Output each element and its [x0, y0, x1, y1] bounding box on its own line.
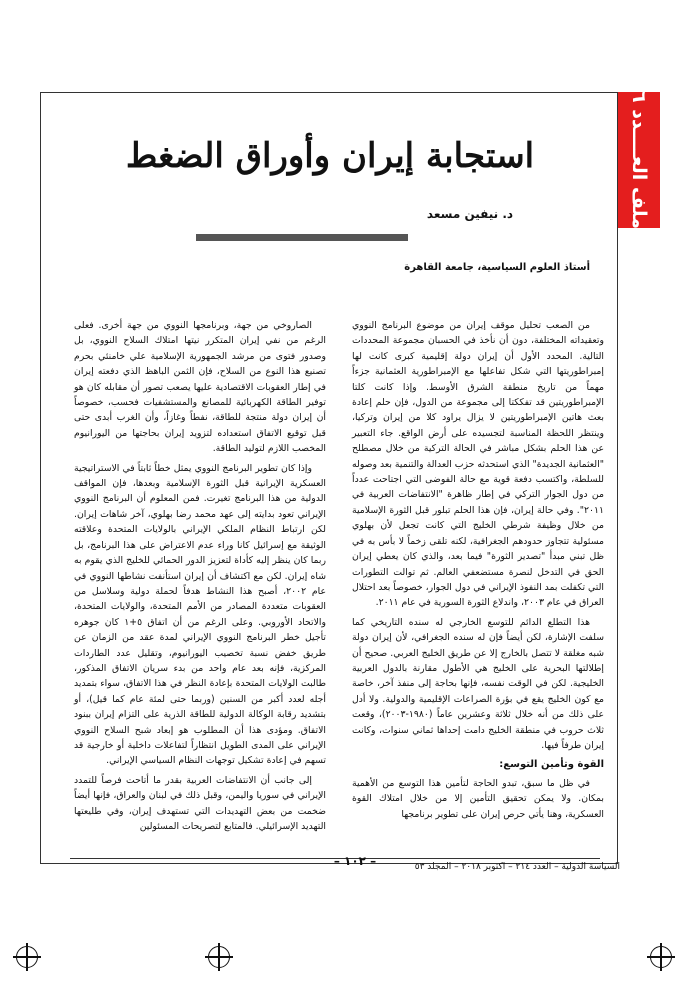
- article-title: استجابة إيران وأوراق الضغط: [125, 136, 535, 176]
- page-number: – ١٠٢ –: [333, 854, 377, 868]
- paragraph: الصاروخي من جهة، وبرنامجها النووي من جهة أخرى. فعلى الرغم من نفي إيران المتكرر نيتها امتلاك السلاح النووي، بل وصدور فتوى من مرشد الجمهورية الإسلامية علي خامنئي بحرم تصنيع هذا النوع من السلاح، فإن الثمن الباهظ الذي دفعته إيران في إطار العقوبات الاقتصادية عليها يصعب تصور أن مقابله كان هو توفير الطاقة الكهربائية للمصانع والمستشفيات فحسب، خصوصاً أن إيران دولة منتجة للطاقة، نفطاً وغازاً، وأن الغرب أبدى حتى قبل توقيع الاتفاق استعداده لتزويد إيران بحاجتها من اليورانيوم المخصب اللازم لتوليد الطاقة.: [74, 320, 326, 455]
- registration-mark-icon: [650, 946, 672, 968]
- author-affiliation: أستاذ العلوم السياسية، جامعة القاهرة: [404, 262, 590, 273]
- body-column-left: [74, 318, 326, 838]
- registration-mark-icon: [16, 946, 38, 968]
- section-tab-label: ملف العــــدد ٦: [628, 90, 650, 230]
- footer-journal-info: السياسة الدولية – العدد ٢١٤ – اكتوبر ٢٠١٨ – المجلد ٥٣: [414, 862, 620, 872]
- paragraph: إلى جانب أن الانتفاضات العربية بقدر ما أتاحت فرصاً للتمدد الإيراني في سوريا واليمن، وقبل ذلك في لبنان والعراق، فإنها أيضاً ضخمت من بعض التهديدات التي تستهدف إيران، وفي طليعتها التهديد الإسرائيلي. فالمتابع لتصريحات المسئولين: [74, 774, 326, 832]
- body-column-right: [352, 318, 604, 826]
- author-underline-bar: [196, 234, 408, 241]
- paragraph: من الصعب تحليل موقف إيران من موضوع البرنامج النووي وتعقيداته المختلفة، دون أن نأخذ في الحسبان مجموعة المحددات التالية. المحدد الأول أن إيران دولة إقليمية كبرى كانت لها إمبراطوريتها التي شكل تفاعلها مع الإمبراطورية العثمانية جزءاً مهماً من تاريخ منطقة الشرق الأوسط. وإذا كانت كلتا الإمبراطوريتين قد تفككتا إلى مجموعة من الدول، فإن حلم إعادة بعث هاتين الإمبراطوريتين لا يزال يراود كلا من إيران وتركيا، وينتظر اللحظة المناسبة لتجسيده على أرض الواقع. جاء التعبير عن هذا الحلم بشكل مباشر في الحالة التركية من خلال مصطلح "العثمانية الجديدة" الذي استحدثه حزب العدالة والتنمية بعد وصوله للسلطة، واكتسب دفعة قوية مع حالة الفوضى التي اجتاحت عدداً من دول الجوار التركي في إطار ظاهرة "الانتفاضات العربية في ٢٠١١". وفي حالة إيران، فإن هذا الحلم تبلور قبل الثورة الإسلامية من خلال وظيفة شرطي الخليج التي كانت تجعل لأن بهلوي مسئولية تتجاوز حدودهم الجغرافية، لكنه تلقى زخماً لا بأس به في ظل تبني مبدأ "تصدير الثورة" فيما بعد، والذي كان يعطي إيران الحق في التدخل لنصرة مستضعفي العالم. ثم توالت التطورات التي تكفلت بمد النفوذ الإيراني في دول الجوار، خصوصاً بعد احتلال العراق في عام ٢٠٠٣، واندلاع الثورة السورية في عام ٢٠١١.: [352, 320, 604, 609]
- registration-mark-icon: [208, 946, 230, 968]
- paragraph: في ظل ما سبق، تبدو الحاجة لتأمين هذا التوسع من الأهمية بمكان. ولا يمكن تحقيق التأمين إلا من خلال امتلاك القوة العسكرية، وهنا يأتي حرص إيران على تطوير برنامجها: [352, 777, 604, 820]
- section-heading: القوة وتأمين التوسع:: [499, 759, 604, 771]
- section-tab: [618, 92, 660, 228]
- paragraph: هذا التطلع الدائم للتوسع الخارجي له سنده التاريخي كما سلفت الإشارة، لكن أيضاً فإن له سنده الجغرافي، لأن إيران دولة شبه مغلقة لا تتصل بالخارج إلا عن طريق الخليج العربي. صحيح أن إطلالتها البحرية على الخليج هي الأطول مقارنة بالدول العربية الخليجية. لكن في الوقت نفسه، فإنها بحاجة إلى منفذ آخر، خاصة مع كون الخليج يقع في بؤرة الصراعات الإقليمية والدولية. ولا أدل على ذلك من أنه خلال ثلاثة وعشرين عاماً (١٩٨٠-٢٠٠٣)، وقعت ثلاث حروب في منطقة الخليج دامت إحداها ثماني سنوات، وكانت إيران طرفاً فيها.: [352, 616, 604, 751]
- author-name: د. نيفين مسعد: [426, 207, 514, 221]
- paragraph: وإذا كان تطوير البرنامج النووي يمثل خطاً ثابتاً في الاستراتيجية العسكرية الإيرانية قبل الثورة الإسلامية وبعدها، فإن المواقف الدولية من هذا البرنامج تغيرت. فمن المعلوم أن البرنامج النووي الإيراني تعود بدايته إلى عهد محمد رضا بهلوي، آخر شاهات إيران. لكن ارتباط النظام الملكي الإيراني بالولايات المتحدة وعلاقته الوثيقة مع إسرائيل كانا وراء عدم الاعتراض على هذا البرنامج، بل ربما كان ينظر إليه كأداة لتعزيز الدور الحمائي للخليج الذي يقوم به شاه إيران. لكن مع اكتشاف أن إيران استأنفت نشاطها النووي في عام ٢٠٠٢، أصبح هذا النشاط هدفاً لحملة دولية وسلاسل من العقوبات متعددة المصادر من الأمم المتحدة، والولايات المتحدة، والاتحاد الأوروبي. وعلى الرغم من أن اتفاق ٥+١ كان جوهره تأجيل خطر البرنامج النووي الإيراني لمدة عقد من الزمان عن طريق خفض نسبة تخصيب اليورانيوم، وتقليل عدد الطاردات المركزية، فإنه بعد عام واحد من بدء سريان الاتفاق المذكور، طالبت الولايات المتحدة بإعادة النظر في هذا الاتفاق، سواء بتمديد أجله لعدد أكبر من السنين (وربما حتى لمئة عام كما قيل)، أو بتشديد رقابة الوكالة الدولية للطاقة الذرية على التزام إيران ببنود الاتفاق. ومؤدى هذا أن المطلوب هو إبعاد شبح السلاح النووي الإيراني على المدى الطويل انتظاراً لتفاعلات داخلية أو خارجية قد تسهم في إعادة تشكيل توجهات النظام السياسي الإيراني.: [74, 462, 326, 767]
